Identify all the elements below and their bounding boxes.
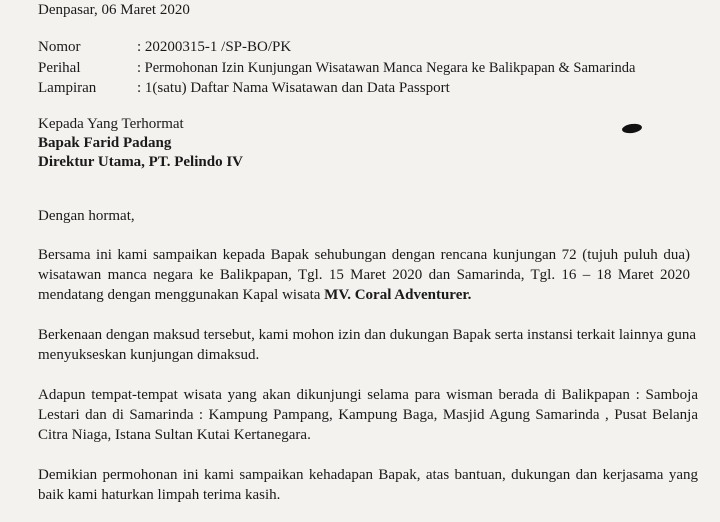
body-paragraph-3: Adapun tempat-tempat wisata yang akan dikunjungi selama para wisman berada di Balikpapan : Samboja Lestari dan di Samarinda : Kampung Pampang, Kampung Baga, Masjid Agung Samarinda , Pusat Belanja Citra Niaga, Istana Sultan Kutai Kertanegara. (38, 387, 698, 443)
body-paragraph-4: Demikian permohonan ini kami sampaikan kehadapan Bapak, atas bantuan, dukungan dan kerjasama yang baik kami haturkan limpah terima kasih. (38, 467, 698, 503)
recipient-position: Direktur Utama, PT. Pelindo IV (38, 154, 243, 170)
recipient-name: Bapak Farid Padang (38, 135, 172, 151)
meta-value-perihal: : Permohonan Izin Kunjungan Wisatawan Manca Negara ke Balikpapan & Samarinda (137, 60, 636, 76)
meta-label-lampiran: Lampiran (38, 80, 97, 96)
recipient-greeting: Kepada Yang Terhormat (38, 116, 184, 132)
place-date: Denpasar, 06 Maret 2020 (38, 2, 190, 18)
body-paragraph-1 (38, 245, 690, 305)
body-paragraph-2: Berkenaan dengan maksud tersebut, kami mohon izin dan dukungan Bapak serta instansi terkait lainnya guna menyukseskan kunjungan dimaksud. (38, 327, 696, 363)
meta-value-lampiran: : 1(satu) Daftar Nama Wisatawan dan Data Passport (137, 80, 450, 96)
salutation: Dengan hormat, (38, 208, 135, 224)
ink-smudge (621, 123, 642, 135)
meta-label-nomor: Nomor (38, 39, 81, 55)
body-paragraph-1-text: Bersama ini kami sampaikan kepada Bapak sehubungan dengan rencana kunjungan 72 (tujuh puluh dua) wisatawan manca negara ke Balikpapan, Tgl. 15 Maret 2020 dan Samarinda, Tgl. 16 – 18 Maret 2020 mendatang dengan menggunakan Kapal wisata (38, 247, 690, 303)
meta-label-perihal: Perihal (38, 60, 81, 76)
meta-value-nomor: : 20200315-1 /SP-BO/PK (137, 39, 292, 55)
ship-name: MV. Coral Adventurer. (324, 287, 472, 303)
